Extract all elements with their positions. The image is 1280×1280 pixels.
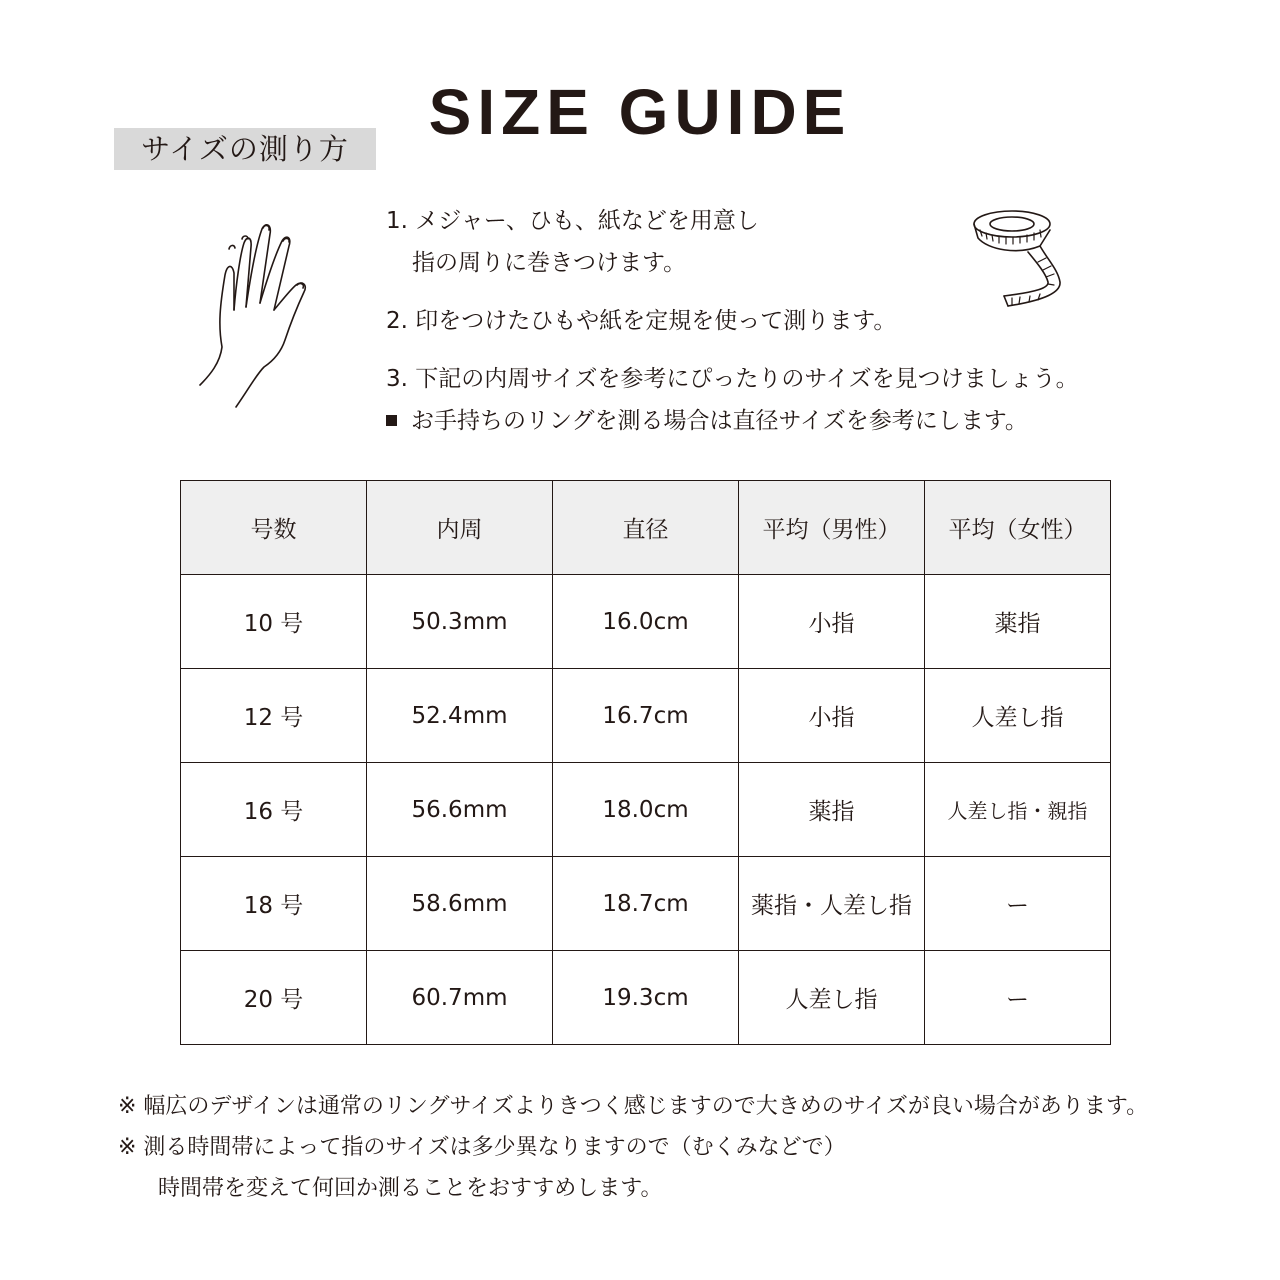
- ring-measure-note-text: お手持ちのリングを測る場合は直径サイズを参考にします。: [411, 408, 1028, 434]
- cell-size-number: 10 号: [181, 575, 367, 669]
- cell-average-female: 人差し指・親指: [925, 763, 1111, 857]
- cell-inner-circumference: 50.3mm: [367, 575, 553, 669]
- table-row: [181, 763, 1111, 857]
- cell-average-male: 薬指・人差し指: [739, 857, 925, 951]
- cell-inner-circumference: 52.4mm: [367, 669, 553, 763]
- step-1-line-2: 指の周りに巻きつけます。: [412, 250, 687, 276]
- cell-average-female: ー: [925, 857, 1111, 951]
- step-3: [386, 358, 1079, 442]
- notes: [118, 1086, 1238, 1209]
- step-1-line-1: 1. メジャー、ひも、紙などを用意し: [386, 208, 759, 234]
- table-row: [181, 575, 1111, 669]
- note-time-of-day: ※ 測る時間帯によって指のサイズは多少異なりますので（むくみなどで）: [118, 1135, 846, 1160]
- cell-size-number: 18 号: [181, 857, 367, 951]
- cell-average-male: 小指: [739, 575, 925, 669]
- cell-diameter: 16.0cm: [553, 575, 739, 669]
- square-bullet-icon: [386, 415, 397, 426]
- header-inner-circumference: 内周: [367, 481, 553, 575]
- table-header-row: [181, 481, 1111, 575]
- cell-size-number: 20 号: [181, 951, 367, 1045]
- header-average-female: 平均（女性）: [925, 481, 1111, 575]
- header-size-number: 号数: [181, 481, 367, 575]
- cell-average-female: 薬指: [925, 575, 1111, 669]
- how-to-measure-label: サイズの測り方: [114, 128, 376, 170]
- note-wide-design: ※ 幅広のデザインは通常のリングサイズよりきつく感じますので大きめのサイズが良い場合があります。: [118, 1094, 1149, 1119]
- cell-inner-circumference: 60.7mm: [367, 951, 553, 1045]
- header-diameter: 直径: [553, 481, 739, 575]
- cell-average-male: 小指: [739, 669, 925, 763]
- cell-average-female: ー: [925, 951, 1111, 1045]
- measuring-tape-icon: [966, 200, 1070, 312]
- table-row: [181, 669, 1111, 763]
- cell-diameter: 16.7cm: [553, 669, 739, 763]
- cell-size-number: 16 号: [181, 763, 367, 857]
- cell-diameter: 18.7cm: [553, 857, 739, 951]
- cell-average-male: 人差し指: [739, 951, 925, 1045]
- table-row: [181, 951, 1111, 1045]
- step-1: [386, 200, 759, 284]
- cell-diameter: 19.3cm: [553, 951, 739, 1045]
- cell-size-number: 12 号: [181, 669, 367, 763]
- cell-inner-circumference: 56.6mm: [367, 763, 553, 857]
- step-2: [386, 300, 896, 342]
- step-2-line-1: 2. 印をつけたひもや紙を定規を使って測ります。: [386, 308, 897, 334]
- cell-diameter: 18.0cm: [553, 763, 739, 857]
- hand-icon: [190, 215, 320, 415]
- ring-measure-note: [386, 400, 1079, 442]
- cell-average-male: 薬指: [739, 763, 925, 857]
- page-title: SIZE GUIDE: [428, 76, 852, 148]
- step-3-line-1: 3. 下記の内周サイズを参考にぴったりのサイズを見つけましょう。: [386, 366, 1079, 392]
- cell-inner-circumference: 58.6mm: [367, 857, 553, 951]
- ring-size-table: [180, 480, 1111, 1045]
- note-time-of-day-continued: 時間帯を変えて何回か測ることをおすすめします。: [158, 1176, 663, 1201]
- header-average-male: 平均（男性）: [739, 481, 925, 575]
- cell-average-female: 人差し指: [925, 669, 1111, 763]
- table-row: [181, 857, 1111, 951]
